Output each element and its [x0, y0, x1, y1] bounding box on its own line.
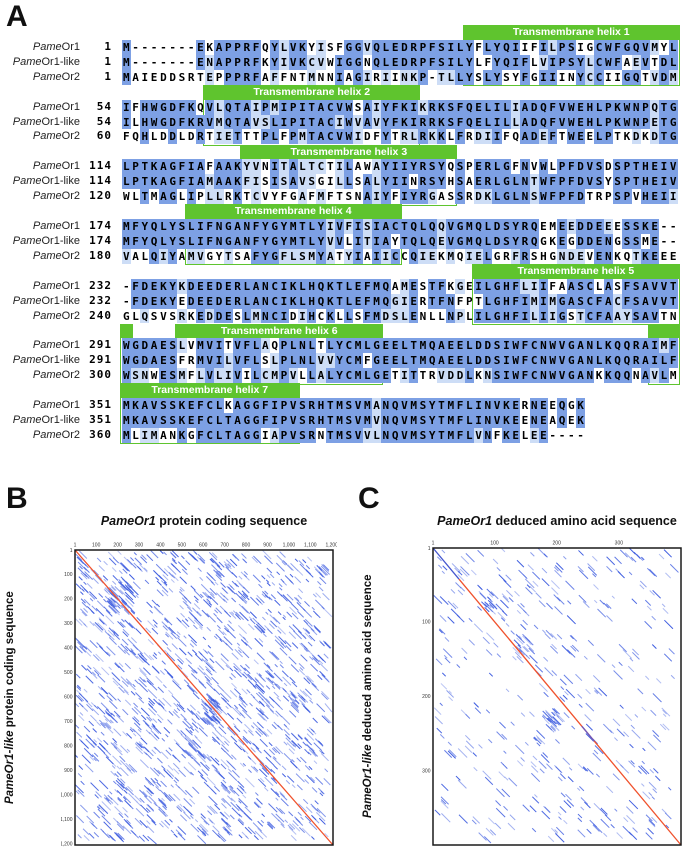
alignment-block	[0, 383, 685, 443]
sequence-name: PameOr1	[32, 399, 80, 412]
tm-helix-label: Transmembrane helix 6	[175, 324, 383, 338]
tm-helix-label: Transmembrane helix 3	[240, 145, 457, 159]
svg-text:900: 900	[64, 767, 73, 774]
residue-start-number: 1	[104, 69, 112, 83]
dotplot-svg-c	[419, 534, 685, 849]
tm-helix-label: Transmembrane helix 5	[472, 264, 680, 278]
residue-start-number: 114	[89, 159, 112, 173]
svg-text:1: 1	[427, 545, 431, 552]
sequence-name: PameOr1	[32, 160, 80, 173]
residue-start-number: 180	[89, 248, 112, 262]
y-axis-ticks	[61, 548, 73, 848]
x-axis-ticks	[432, 541, 624, 547]
sequence-name: PameOr2	[32, 249, 80, 262]
plot-c-title-rest: deduced amino acid sequence	[492, 514, 677, 528]
residue-start-number: 291	[89, 353, 112, 367]
dotplot-c	[419, 534, 685, 849]
residue-start-number: 174	[89, 219, 112, 233]
svg-text:1: 1	[73, 542, 77, 549]
sequence-cells: W G D A E S L V M V I T V F L A Q P L N L T L Y C M L G E E L T M Q A E E L D D S I W F C N W V G A N L K Q Q R A I M F	[123, 339, 677, 353]
x-axis-ticks	[74, 543, 337, 549]
svg-text:200: 200	[113, 542, 122, 549]
sequence-name: PameOr1-like	[12, 294, 80, 307]
svg-text:1,100: 1,100	[304, 542, 317, 549]
plot-b-title-gene: PameOr1	[100, 514, 156, 528]
genus-abbrev: Pame	[12, 55, 42, 68]
tm-helix-label-fragment	[120, 324, 133, 338]
sequence-cells: L P T K A G F I A M A A K F I S I S A V S G I L L S A L Y I I N R S Y H S A E R L G L N T W F P F D V S Y S P T H E I V	[123, 175, 677, 189]
tm-helix-label: Transmembrane helix 7	[120, 383, 300, 397]
genus-abbrev: Pame	[12, 175, 42, 188]
panel-b-label: B	[6, 482, 28, 515]
svg-text:100: 100	[92, 542, 101, 549]
sequence-name: PameOr2	[32, 130, 80, 143]
sequence-cells: I F H W G D F K Q V L Q T A I P M I P I T A C V W S A I Y F K I K R K S F Q E L I L I A D Q F V W E H L P K W N P Q T G	[123, 100, 677, 114]
residue-start-number: 174	[89, 233, 112, 247]
sequence-cells: - F D E K Y K D E E D E R L A N C I K L H Q K T L E F M Q A M E S T F K G E I L G H F L I I F A A S C L A S F S A V V T	[123, 279, 677, 293]
svg-text:500: 500	[177, 542, 187, 549]
sequence-cells: L P T K A G F I A F A A K Y V N I T A L T C T I L A W A Y I I Y R S Y Q S P E R L G F N V W L P F D V S D S P T H E I V	[123, 160, 677, 174]
plot-c-title-gene: PameOr1	[437, 514, 493, 528]
genus-abbrev: Pame	[32, 399, 62, 412]
svg-text:800: 800	[64, 743, 73, 750]
plot-c-ylabel-rest: deduced amino acid sequence	[362, 574, 374, 745]
sequence-name: PameOr1	[32, 279, 80, 292]
svg-text:100: 100	[64, 572, 73, 579]
genus-abbrev: Pame	[32, 160, 62, 173]
sequence-name: PameOr2	[32, 309, 80, 322]
svg-text:1,100: 1,100	[61, 816, 73, 823]
genus-abbrev: Pame	[12, 414, 42, 427]
sequence-name: PameOr1-like	[12, 115, 80, 128]
genus-abbrev: Pame	[32, 279, 62, 292]
residue-start-number: 1	[104, 39, 112, 53]
sequence-name: PameOr1	[32, 220, 80, 233]
svg-text:600: 600	[199, 542, 208, 549]
residue-start-number: 360	[89, 427, 112, 441]
sequence-cells: G L Q S V S R K E D D E S L M N C I D I H C K L L S F M D S L E N L L N P L I L G H F I L I I G S T C F A A Y S A V T N	[123, 309, 677, 323]
sequence-cells: M - - - - - - - E N A P P R F K Y I V K C V W I G G N Q L E D R P F S I L Y L F Y Q I F L V I P S Y L C W F A E V T D L	[123, 55, 677, 69]
alignment-block	[0, 145, 685, 205]
genus-abbrev: Pame	[12, 354, 42, 367]
alignment-block	[0, 204, 685, 264]
svg-text:300: 300	[64, 620, 73, 627]
plot-b-ylabel-gene: PameOr1-like	[4, 730, 16, 804]
residue-start-number: 232	[89, 293, 112, 307]
sequence-name: PameOr1	[32, 339, 80, 352]
svg-text:100: 100	[490, 540, 499, 547]
genus-abbrev: Pame	[32, 369, 62, 382]
svg-text:300: 300	[134, 542, 144, 549]
svg-text:700: 700	[220, 542, 229, 549]
sequence-cells: M - - - - - - - E K A P P R F Q Y L V K Y I S F G G V Q L E D R P F S I L Y F L Y Q I I F I L P S I G C W F G Q V M Y L	[123, 40, 677, 54]
residue-start-number: 232	[89, 278, 112, 292]
residue-start-number: 240	[89, 308, 112, 322]
dotplot-svg-b	[61, 536, 337, 849]
plot-b-title	[75, 514, 333, 528]
svg-text:200: 200	[552, 540, 561, 547]
svg-text:400: 400	[156, 542, 165, 549]
tm-helix-label: Transmembrane helix 1	[463, 25, 680, 39]
genus-abbrev: Pame	[32, 220, 62, 233]
genus-abbrev: Pame	[12, 294, 42, 307]
residue-start-number: 114	[89, 174, 112, 188]
svg-text:900: 900	[263, 542, 272, 549]
sequence-name: PameOr1-like	[12, 234, 80, 247]
svg-text:300: 300	[422, 768, 431, 775]
genus-abbrev: Pame	[32, 100, 62, 113]
sequence-cells: - F D E K Y E D E E D E R L A N C I K L H Q K T L E F M Q G I E R T F N F P T L G H F I M I M G A S C F A C F S A V V T	[123, 294, 677, 308]
sequence-cells: I L H W G D F K R V M Q T A V S L I P I T A C I W V A V Y F K I R R K S F Q E L I L L A D Q F V W E H L P K W N P E T G	[123, 115, 677, 129]
svg-text:800: 800	[241, 542, 251, 549]
sequence-name: PameOr1-like	[12, 175, 80, 188]
panel-a-label: A	[6, 0, 28, 33]
sequence-name: PameOr1	[32, 40, 80, 53]
residue-start-number: 120	[89, 189, 112, 203]
sequence-cells: M K A V S S K E F C L T A G G F I P V S R H T M S V M V N Q V M S Y T M F L I N V K E E N E A Q E K	[123, 414, 584, 428]
plot-c-title	[433, 514, 681, 528]
alignment-block	[0, 25, 685, 85]
svg-text:500: 500	[64, 669, 73, 676]
sequence-name: PameOr2	[32, 70, 80, 83]
tm-helix-label: Transmembrane helix 4	[185, 204, 402, 218]
genus-abbrev: Pame	[12, 115, 42, 128]
sequence-cells: W G D A E S F R M V I L V F L S L P L N L V V Y C M F G E E L T M Q A E E L D D S I W F C N W V G A N L K Q Q R A I L F	[123, 354, 677, 368]
svg-text:1,000: 1,000	[61, 792, 73, 799]
sequence-cells: F Q H L D D L D R T I E T T T P L F P M T A C V W I D F Y T R L R K K L F R D I I F Q A D E F T W E E L P T K D K D T G	[123, 130, 677, 144]
panel-c-label: C	[358, 482, 380, 515]
genus-abbrev: Pame	[32, 309, 62, 322]
sequence-cells: V A L Q I Y A M V G Y T S A F Y G F L S M Y A T Y I A I I C C Q I E K M Q I E L G R F R S H G N D E V E N K Q T K E E E	[123, 249, 677, 263]
dotplot-b	[61, 536, 337, 849]
residue-start-number: 351	[89, 398, 112, 412]
sequence-name: PameOr2	[32, 369, 80, 382]
alignment-block	[0, 85, 685, 145]
svg-text:200: 200	[422, 693, 431, 700]
genus-abbrev: Pame	[32, 40, 62, 53]
residue-start-number: 54	[96, 99, 112, 113]
residue-start-number: 291	[89, 338, 112, 352]
plot-b-ylabel-rest: protein coding sequence	[4, 591, 16, 731]
plot-b-title-rest: protein coding sequence	[155, 514, 308, 528]
sequence-name: PameOr2	[32, 190, 80, 203]
residue-start-number: 300	[89, 368, 112, 382]
sequence-cells: M A I E D D S R T E P P P R F A F F N T M N N I A G I R I I N K P - T L L Y S L Y S Y F G I I I N Y C C I I G Q T V D M	[123, 70, 677, 84]
svg-text:1: 1	[69, 547, 73, 554]
sequence-name: PameOr1-like	[12, 414, 80, 427]
sequence-cells: M K A V S S K E F C L K A G G F I P V S R H T M S V M A N Q V M S Y T M F L I N V K E R N E E Q G K	[123, 399, 584, 413]
sequence-name: PameOr1	[32, 100, 80, 113]
svg-text:400: 400	[64, 645, 73, 652]
svg-text:300: 300	[614, 540, 624, 547]
sequence-name: PameOr1-like	[12, 354, 80, 367]
svg-text:700: 700	[64, 718, 73, 725]
sequence-name: PameOr2	[32, 428, 80, 441]
plot-c-ylabel-gene: PameOr1-like	[362, 744, 374, 819]
genus-abbrev: Pame	[32, 339, 62, 352]
sequence-name: PameOr1-like	[12, 55, 80, 68]
genus-abbrev: Pame	[32, 249, 62, 262]
genus-abbrev: Pame	[32, 130, 62, 143]
genus-abbrev: Pame	[32, 70, 62, 83]
alignment-block	[0, 324, 685, 384]
sequence-cells: M F Y Q L Y S L I F N G A N F Y G Y M T L Y V V L I T I A Y T Q L Q E V G M Q L D S Y R Q G K E G D D E N G S S M E - -	[123, 234, 677, 248]
alignment-block	[0, 264, 685, 324]
residue-start-number: 54	[96, 114, 112, 128]
svg-text:1: 1	[431, 540, 435, 547]
plot-b-ylabel	[4, 550, 16, 845]
svg-text:1,000: 1,000	[282, 542, 296, 549]
svg-text:600: 600	[64, 694, 73, 701]
genus-abbrev: Pame	[32, 190, 62, 203]
residue-start-number: 60	[96, 129, 112, 143]
genus-abbrev: Pame	[32, 428, 62, 441]
svg-text:200: 200	[64, 596, 73, 603]
sequence-cells: M L I M A N K G F C L T A G G I A P V S R N T M S V V L N Q V M S Y T M F L V N F K E L E E - - - -	[123, 428, 584, 442]
y-axis-ticks	[422, 546, 431, 775]
svg-text:1,200: 1,200	[61, 841, 73, 848]
tm-helix-label: Transmembrane helix 2	[203, 85, 420, 99]
svg-text:1,200: 1,200	[325, 542, 337, 549]
svg-text:100: 100	[422, 619, 431, 626]
sequence-cells: M F Y Q L Y S L I F N G A N F Y G Y M T L Y I V F I S I A C T Q L Q Q V G M Q L D S Y R Q E M E E D D E E E S S K E - -	[123, 220, 677, 234]
residue-start-number: 1	[104, 54, 112, 68]
sequence-cells: W S N W E S M F L V L I V I L C M P V L L A L Y C M L G E T I T T R V D D L K N S I W F C N W V G A N K K Q Q N A V L M	[123, 369, 677, 383]
sequence-cells: W L T M A G L I P L L R K T C V Y F G A F M F T S N A I Y F I Y R G A S S R D K L G L N S W F P F D T R P S P V H E I I	[123, 190, 677, 204]
residue-start-number: 351	[89, 413, 112, 427]
tm-helix-label-fragment	[648, 324, 680, 338]
plot-c-ylabel	[362, 548, 374, 845]
genus-abbrev: Pame	[12, 234, 42, 247]
